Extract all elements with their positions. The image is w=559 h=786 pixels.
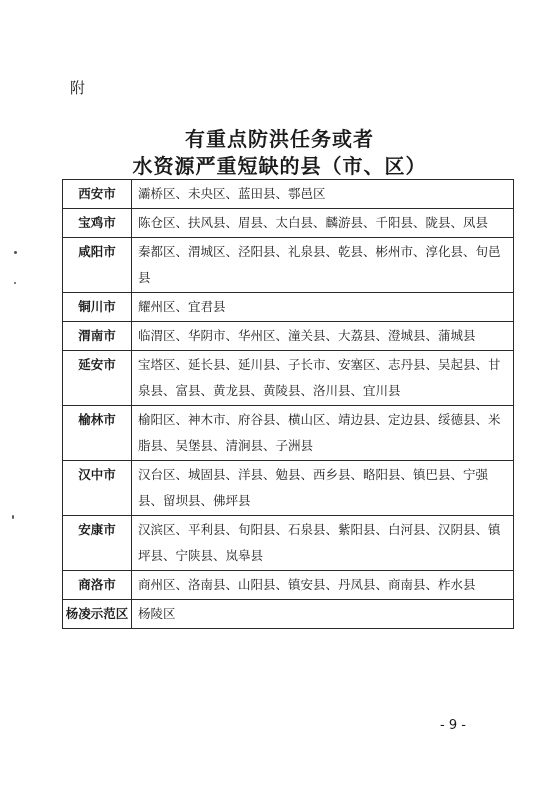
- table-row: [63, 461, 514, 516]
- counties-cell: 秦都区、渭城区、泾阳县、礼泉县、乾县、彬州市、淳化县、旬邑县: [132, 238, 514, 293]
- county-list-table: [62, 179, 514, 629]
- counties-cell: 汉滨区、平利县、旬阳县、石泉县、紫阳县、白河县、汉阴县、镇坪县、宁陕县、岚皋县: [132, 516, 514, 571]
- table-row: [63, 406, 514, 461]
- scan-speck: [14, 282, 16, 284]
- table-row: [63, 293, 514, 322]
- city-cell: 商洛市: [63, 571, 132, 600]
- counties-cell: 榆阳区、神木市、府谷县、横山区、靖边县、定边县、绥德县、米脂县、吴堡县、清涧县、子洲县: [132, 406, 514, 461]
- city-cell: 杨凌示范区: [63, 600, 132, 629]
- city-cell: 渭南市: [63, 322, 132, 351]
- table-row: [63, 571, 514, 600]
- scan-speck: [14, 251, 17, 254]
- counties-cell: 汉台区、城固县、洋县、勉县、西乡县、略阳县、镇巴县、宁强县、留坝县、佛坪县: [132, 461, 514, 516]
- scan-speck: [12, 515, 14, 519]
- table-row: [63, 238, 514, 293]
- city-cell: 铜川市: [63, 293, 132, 322]
- table-row: [63, 351, 514, 406]
- city-cell: 安康市: [63, 516, 132, 571]
- document-title-line-1: 有重点防洪任务或者: [185, 127, 374, 151]
- counties-cell: 商州区、洛南县、山阳县、镇安县、丹凤县、商南县、柞水县: [132, 571, 514, 600]
- counties-cell: 灞桥区、未央区、蓝田县、鄠邑区: [132, 180, 514, 209]
- table-row: [63, 180, 514, 209]
- city-cell: 咸阳市: [63, 238, 132, 293]
- city-cell: 汉中市: [63, 461, 132, 516]
- counties-cell: 宝塔区、延长县、延川县、子长市、安塞区、志丹县、吴起县、甘泉县、富县、黄龙县、黄陵县、洛川县、宜川县: [132, 351, 514, 406]
- page-number: - 9 -: [440, 718, 466, 733]
- counties-cell: 陈仓区、扶风县、眉县、太白县、麟游县、千阳县、陇县、凤县: [132, 209, 514, 238]
- counties-cell: 临渭区、华阴市、华州区、潼关县、大荔县、澄城县、蒲城县: [132, 322, 514, 351]
- counties-cell: 杨陵区: [132, 600, 514, 629]
- city-cell: 宝鸡市: [63, 209, 132, 238]
- document-title-line-2: 水资源严重短缺的县（市、区）: [132, 154, 427, 178]
- city-cell: 榆林市: [63, 406, 132, 461]
- counties-cell: 耀州区、宜君县: [132, 293, 514, 322]
- city-cell: 延安市: [63, 351, 132, 406]
- table-row: [63, 322, 514, 351]
- table-row: [63, 516, 514, 571]
- table-row: [63, 209, 514, 238]
- table-row: [63, 600, 514, 629]
- attachment-label: 附: [70, 79, 86, 97]
- city-cell: 西安市: [63, 180, 132, 209]
